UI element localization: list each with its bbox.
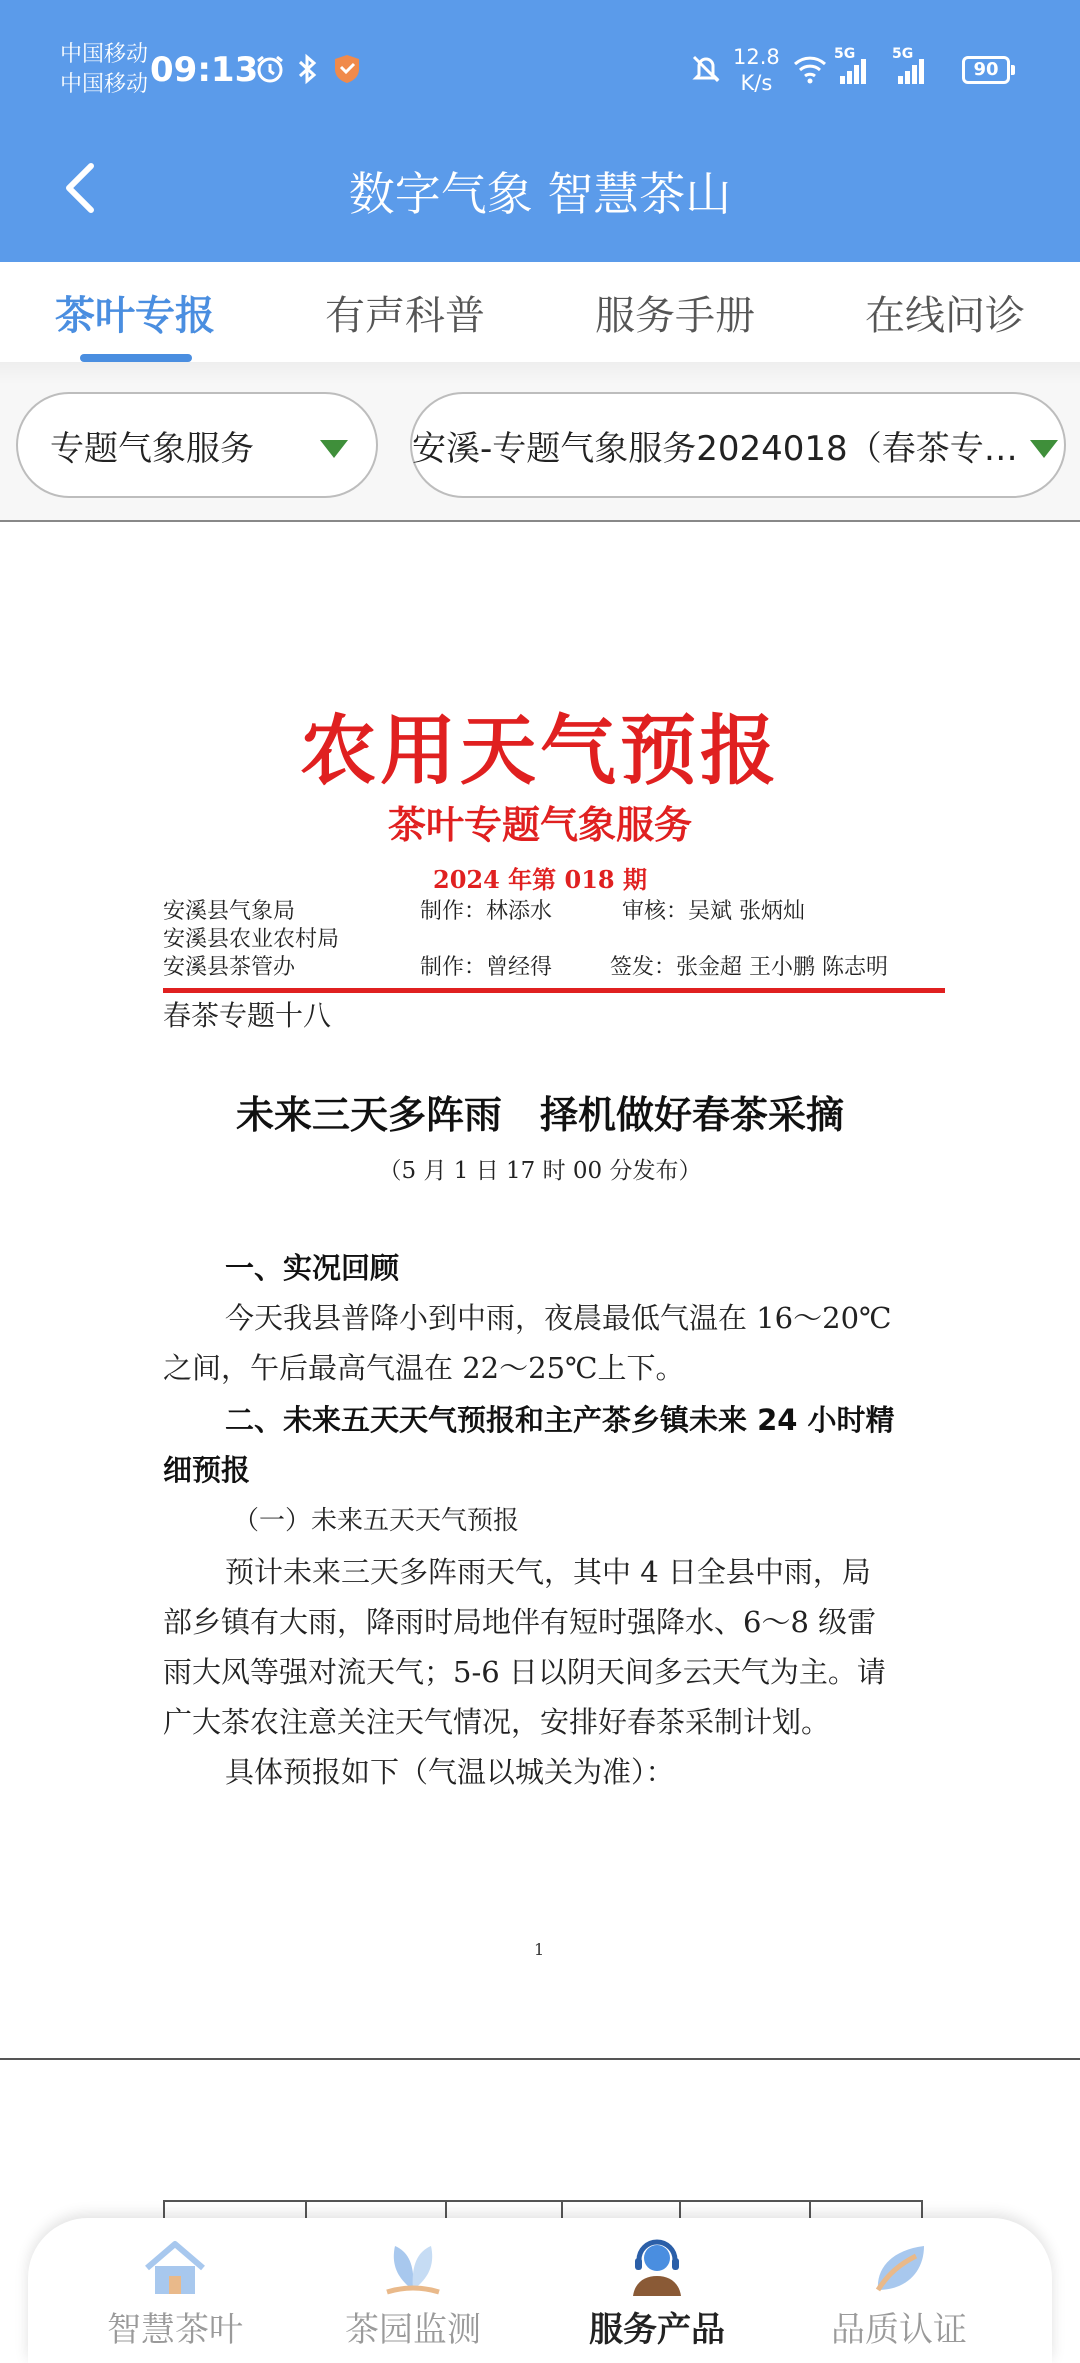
nav-label: 服务产品 (589, 2310, 725, 2350)
nav-service-products[interactable] (562, 2228, 752, 2363)
signal-label-1: 5G (834, 46, 856, 62)
paragraph-line: 雨大风等强对流天气；5-6 日以阴天间多云天气为主。请 (163, 1655, 886, 1689)
paragraph-line: 今天我县普降小到中雨，夜晨最低气温在 16～20℃ (225, 1301, 892, 1335)
title-bar (0, 120, 1080, 262)
dropdown-arrow-icon (320, 440, 348, 458)
series-label: 春茶专题十八 (163, 999, 332, 1032)
carrier-1: 中国移动 (60, 42, 149, 67)
carrier-2: 中国移动 (60, 72, 149, 97)
org-weather-bureau: 安溪县气象局 (163, 899, 296, 924)
paragraph-line: 广大茶农注意关注天气情况，安排好春茶采制计划。 (163, 1705, 831, 1739)
document-dropdown[interactable] (410, 392, 1066, 498)
document-viewer[interactable] (0, 522, 1080, 2060)
paragraph-line: 预计未来三天多阵雨天气，其中 4 日全县中雨，局 (225, 1555, 871, 1589)
dropdown-arrow-icon (1030, 440, 1058, 458)
tab-bar (0, 262, 1080, 368)
document-dropdown-value: 安溪-专题气象服务2024018（春茶专… (412, 428, 1018, 469)
alarm-icon (254, 52, 286, 86)
app-badge-icon (332, 52, 362, 86)
tabs-divider (0, 362, 1080, 384)
active-tab-indicator (80, 354, 192, 362)
category-dropdown-value: 专题气象服务 (50, 428, 254, 469)
document-issue: 2024 年第 018 期 (433, 865, 647, 894)
credit-maker-1: 制作：林添水 (420, 899, 553, 924)
bluetooth-icon (296, 52, 320, 86)
signal-icon (834, 46, 870, 86)
house-icon (80, 2228, 270, 2298)
app-header (0, 0, 1080, 262)
net-speed-unit: K/s (740, 71, 773, 95)
red-divider (163, 988, 945, 993)
paragraph-line: 之间，午后最高气温在 22～25℃上下。 (163, 1351, 685, 1385)
section-2-title-cont: 细预报 (163, 1453, 251, 1487)
page-divider (0, 2058, 1080, 2060)
org-agriculture-bureau: 安溪县农业农村局 (163, 927, 340, 952)
net-speed (733, 44, 780, 96)
nav-garden-monitor[interactable] (318, 2228, 508, 2363)
document-subtitle: 茶叶专题气象服务 (387, 802, 692, 847)
status-bar (0, 0, 1080, 120)
mute-icon (690, 52, 722, 86)
carrier-info (60, 40, 148, 100)
tab-audio-science[interactable]: 有声科普 (325, 293, 485, 339)
subsection-title: （一）未来五天天气预报 (233, 1506, 520, 1536)
credit-review: 审核：吴斌 张炳灿 (622, 899, 805, 924)
filter-bar (0, 384, 1080, 520)
page-number: 1 (534, 1940, 545, 1959)
credit-sign: 签发：张金超 王小鹏 陈志明 (610, 955, 888, 980)
paragraph-line: 部乡镇有大雨，降雨时局地伴有短时强降水、6～8 级雷 (163, 1605, 877, 1639)
clock: 09:13 (150, 50, 259, 90)
nav-label: 智慧茶叶 (107, 2310, 243, 2350)
paragraph-line: 具体预报如下（气温以城关为准）： (225, 1755, 675, 1789)
battery-icon: 90 (962, 56, 1010, 84)
publish-time: （5 月 1 日 17 时 00 分发布） (378, 1158, 702, 1184)
credit-maker-2: 制作：曾经得 (420, 955, 553, 980)
signal-label-2: 5G (892, 46, 914, 62)
signal-icon-2 (892, 46, 928, 86)
nav-label: 茶园监测 (345, 2310, 481, 2350)
wifi-icon (792, 52, 828, 86)
page-title: 数字气象 智慧茶山 (348, 167, 732, 221)
leaf-icon (318, 2228, 508, 2298)
section-2-title: 二、未来五天天气预报和主产茶乡镇未来 24 小时精 (225, 1403, 895, 1437)
org-tea-office: 安溪县茶管办 (163, 955, 296, 980)
tab-service-manual[interactable]: 服务手册 (595, 293, 755, 339)
document-headline: 未来三天多阵雨 择机做好春茶采摘 (235, 1093, 844, 1137)
bottom-nav (28, 2218, 1052, 2363)
section-1-title: 一、实况回顾 (225, 1251, 400, 1285)
tea-leaf-icon (804, 2228, 994, 2298)
headset-user-icon (562, 2228, 752, 2298)
tab-online-consult[interactable]: 在线问诊 (865, 293, 1025, 339)
document-title: 农用天气预报 (300, 706, 780, 795)
nav-smart-tea[interactable] (80, 2228, 270, 2363)
net-speed-value: 12.8 (733, 45, 780, 69)
tab-tea-report[interactable]: 茶叶专报 (55, 293, 215, 339)
nav-quality-cert[interactable] (804, 2228, 994, 2363)
nav-label: 品质认证 (831, 2310, 967, 2350)
category-dropdown[interactable] (16, 392, 378, 498)
